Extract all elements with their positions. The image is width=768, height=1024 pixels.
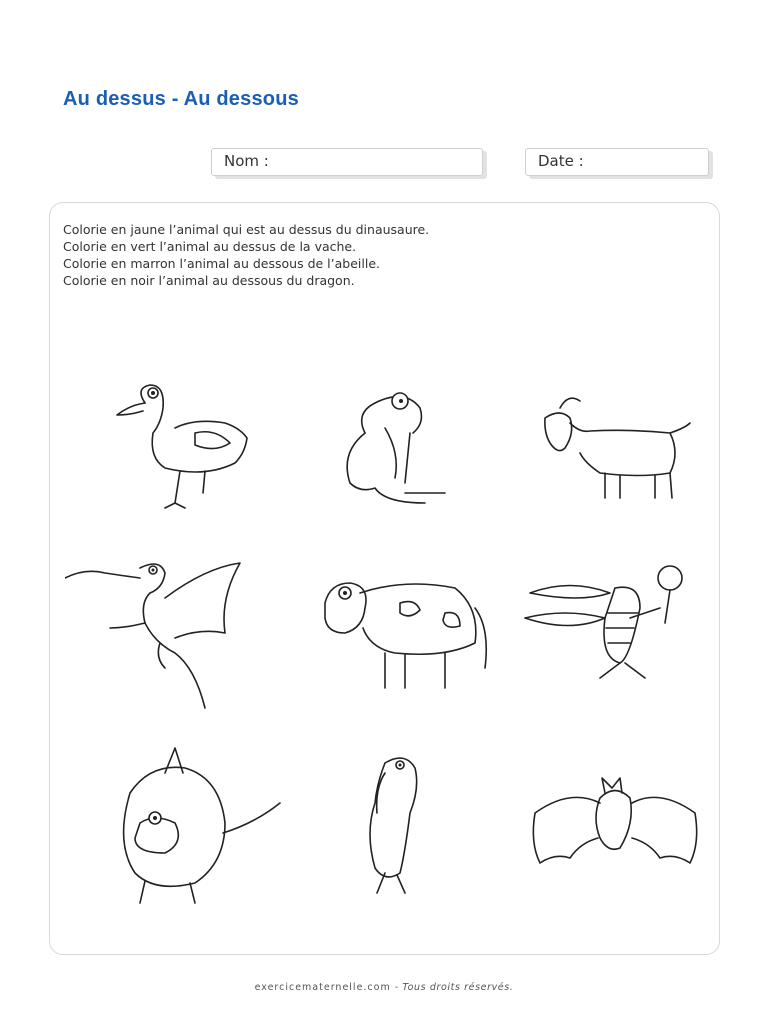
page-title: Au dessus - Au dessous [63, 88, 299, 110]
date-field[interactable] [525, 148, 709, 176]
footer-rights: - Tous droits réservés. [394, 982, 514, 993]
instruction-line: Colorie en noir l’animal au dessous du dragon. [63, 273, 355, 288]
instruction-line: Colorie en vert l’animal au dessus de la vache. [63, 239, 357, 254]
dinosaur-drawing[interactable] [95, 743, 285, 913]
bee-drawing[interactable] [520, 548, 710, 718]
date-label: Date : [538, 152, 584, 170]
name-field[interactable] [211, 148, 483, 176]
footer-site: exercicematernelle.com [254, 982, 391, 993]
goat-drawing[interactable] [520, 363, 710, 533]
instruction-line: Colorie en marron l’animal au dessous de l’abeille. [63, 256, 380, 271]
instructions [63, 221, 429, 289]
name-label: Nom : [224, 152, 269, 170]
bird-drawing[interactable] [305, 743, 495, 913]
frog-drawing[interactable] [305, 363, 495, 533]
exercise-panel [49, 202, 720, 955]
bat-drawing[interactable] [520, 743, 710, 913]
cow-drawing[interactable] [305, 548, 495, 718]
dragon-drawing[interactable] [65, 548, 255, 718]
footer [0, 982, 768, 993]
instruction-line: Colorie en jaune l’animal qui est au dessus du dinausaure. [63, 222, 430, 237]
duck-drawing[interactable] [95, 363, 285, 533]
